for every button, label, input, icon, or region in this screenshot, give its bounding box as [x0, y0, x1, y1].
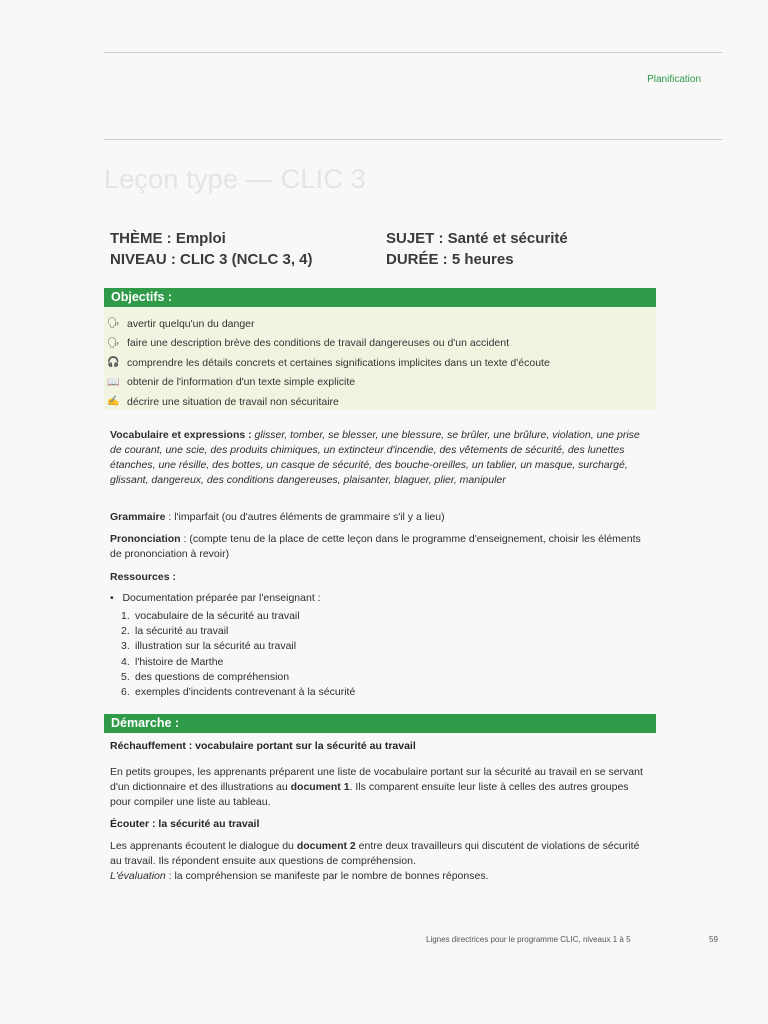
resources-bullet-text: Documentation préparée par l'enseignant : — [122, 592, 321, 604]
vocabulary-paragraph — [110, 428, 650, 488]
document-1-ref: document 1 — [290, 781, 350, 793]
evaluation-text: : la compréhension se manifeste par le nombre de bonnes réponses. — [165, 870, 489, 882]
grammar-label: Grammaire — [110, 511, 166, 523]
document-item — [121, 624, 355, 639]
document-title: des questions de compréhension — [135, 670, 290, 683]
objective-text: décrire une situation de travail non sécuritaire — [127, 395, 339, 408]
document-number: 6. — [121, 686, 130, 699]
objective-text: avertir quelqu'un du danger — [127, 317, 255, 330]
warmup-paragraph — [110, 765, 650, 810]
page-number: 59 — [709, 935, 718, 944]
document-2-ref: document 2 — [296, 840, 356, 852]
objective-text: obtenir de l'information d'un texte simple explicite — [127, 376, 356, 389]
title-rule — [104, 139, 722, 140]
listening-heading: Écouter : la sécurité au travail — [110, 818, 260, 830]
document-item — [121, 655, 355, 670]
warmup-text: En petits groupes, les apprenants préparent une liste de vocabulaire portant sur la sécurité au travail en se servant d'un dictionnaire et des illustrations au — [110, 766, 643, 793]
objective-item — [106, 314, 656, 334]
document-item — [121, 639, 355, 654]
objective-item — [106, 334, 656, 354]
header-rule — [104, 52, 722, 53]
speaking-icon: 🗣 — [107, 337, 120, 349]
evaluation-label: L'évaluation — [110, 870, 166, 882]
demarche-heading: Démarche : — [104, 714, 656, 733]
documents-list — [121, 609, 355, 700]
resources-bullet: • Documentation préparée par l'enseignant : — [110, 592, 321, 604]
section-tag: Planification — [647, 74, 701, 85]
document-title: illustration sur la sécurité au travail — [135, 640, 297, 653]
speaking-icon: 🗣 — [107, 318, 120, 330]
objective-item — [106, 353, 656, 373]
lesson-meta — [110, 230, 670, 272]
grammar-text: : l'imparfait (ou d'autres éléments de grammaire s'il y a lieu) — [165, 511, 445, 523]
document-item — [121, 685, 355, 700]
document-title: la sécurité au travail — [135, 625, 229, 638]
grammar-paragraph — [110, 510, 650, 525]
lesson-title: Leçon type — CLIC 3 — [104, 164, 366, 194]
pronunciation-paragraph — [110, 532, 650, 562]
sujet-label: SUJET : Santé et sécurité — [386, 230, 568, 247]
writing-icon: ✍ — [107, 396, 120, 408]
document-number: 1. — [121, 610, 130, 622]
vocab-text: glisser, tomber, se blesser, une blessure, se brûler, une brûlure, violation, une prise de courant, une scie, des produits chimiques, un extincteur d'incendie, des vêtements de sécurité, des lunettes étanches, une résille, des bottes, un casque de sécurité, des bouche-oreilles, un tablier, un masque, surchargé, glissant, dangereux, des conditions dangereuses, plaisanter, blaguer, plier, manipuler — [110, 429, 640, 486]
document-item — [121, 609, 355, 624]
duree-label: DURÉE : 5 heures — [386, 251, 514, 268]
niveau-label: NIVEAU : CLIC 3 (NCLC 3, 4) — [110, 251, 313, 268]
objectifs-list — [106, 314, 656, 412]
listening-text: Les apprenants écoutent le dialogue du — [110, 840, 297, 852]
document-title: vocabulaire de la sécurité au travail — [135, 610, 300, 622]
vocab-label: Vocabulaire et expressions : — [110, 429, 252, 441]
listening-text-end: entre deux travailleurs qui discutent de violations de sécurité au travail. Ils répondent ensuite aux questions de compréhension. — [110, 840, 640, 867]
document-title: l'histoire de Marthe — [135, 655, 224, 668]
theme-label: THÈME : Emploi — [110, 230, 226, 247]
pronunciation-label: Prononciation — [110, 533, 181, 545]
objective-text: comprendre les détails concrets et certaines significations implicites dans un texte d'écoute — [127, 356, 550, 369]
resources-label: Ressources : — [110, 571, 176, 583]
document-item — [121, 670, 355, 685]
objective-item — [106, 373, 656, 393]
warmup-heading: Réchauffement : vocabulaire portant sur la sécurité au travail — [110, 740, 416, 752]
objective-text: faire une description brève des conditions de travail dangereuses ou d'un accident — [127, 337, 509, 350]
reading-icon: 📖 — [107, 376, 120, 388]
pronunciation-text: : (compte tenu de la place de cette leçon dans le programme d'enseignement, choisir les éléments de prononciation à revoir) — [110, 533, 641, 560]
listening-icon: 🎧 — [107, 357, 120, 369]
document-number: 5. — [121, 670, 130, 683]
warmup-text-end: . Ils comparent ensuite leur liste à celles des autres groupes pour compiler une liste au tableau. — [110, 781, 629, 808]
objective-item — [106, 392, 656, 412]
document-number: 2. — [121, 625, 130, 638]
objectifs-heading: Objectifs : — [104, 288, 656, 307]
document-title: exemples d'incidents contrevenant à la sécurité — [135, 686, 356, 699]
document-number: 4. — [121, 655, 130, 668]
listening-paragraph — [110, 839, 650, 884]
footer-text: Lignes directrices pour le programme CLIC, niveaux 1 à 5 — [426, 935, 631, 944]
document-number: 3. — [121, 640, 130, 653]
